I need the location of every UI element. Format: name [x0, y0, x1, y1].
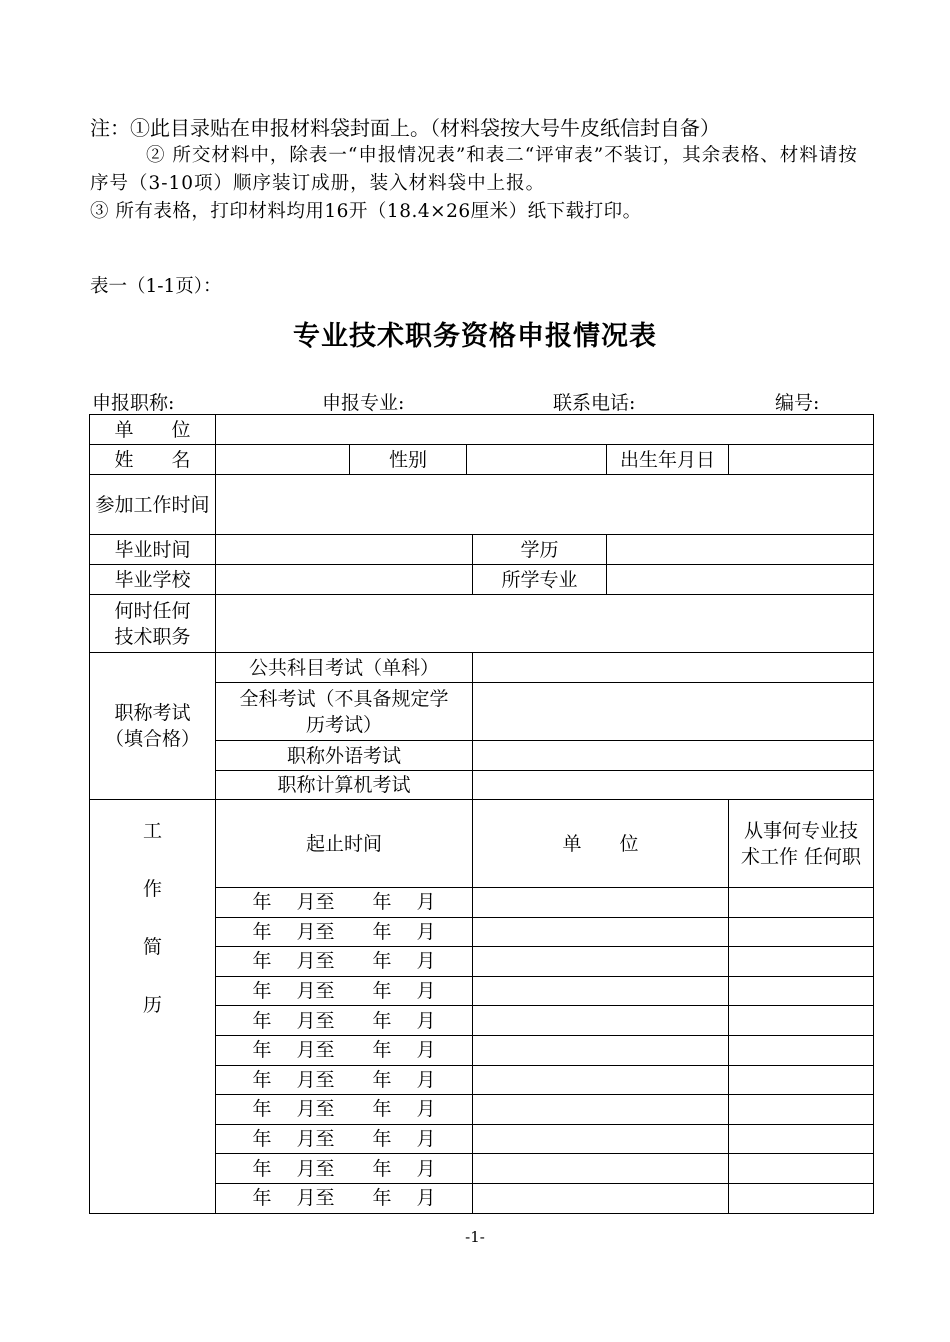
page-number: -1-: [465, 1228, 485, 1246]
resume-unit-field[interactable]: [473, 1154, 729, 1184]
row-exam-public: [90, 653, 874, 683]
resume-unit-field[interactable]: [473, 976, 729, 1006]
row-resume-header: [90, 800, 874, 888]
label-exam-line1: 职称考试: [114, 702, 191, 724]
row-work-start: [90, 475, 874, 535]
label-exam-line2: （填合格）: [104, 728, 200, 750]
label-grad-time: 毕业时间: [90, 535, 216, 565]
resume-unit-field[interactable]: [473, 1183, 729, 1213]
resume-period: 年 月至 年 月: [216, 1095, 473, 1125]
resume-duty-field[interactable]: [729, 1154, 874, 1184]
col-period: 起止时间: [216, 800, 473, 888]
resume-period: 年 月至 年 月: [216, 1124, 473, 1154]
resume-period: 年 月至 年 月: [216, 888, 473, 918]
field-major[interactable]: [607, 565, 874, 595]
row-grad-school: [90, 565, 874, 595]
field-education[interactable]: [607, 535, 874, 565]
row-position: [90, 595, 874, 653]
note-2: ② 所交材料中，除表一“申报情况表”和表二“评审表”不装订，其余表格、材料请按序号（3-10项）顺序装订成册，装入材料袋中上报。: [90, 145, 858, 194]
resume-duty-field[interactable]: [729, 1065, 874, 1095]
resume-duty-field[interactable]: [729, 1124, 874, 1154]
table-reference: 表一（1-1页）：: [90, 276, 222, 297]
field-unit[interactable]: [216, 415, 874, 445]
label-grad-school: 毕业学校: [90, 565, 216, 595]
label-unit: 单 位: [90, 415, 216, 445]
label-gender: 性别: [350, 445, 467, 475]
label-name: 姓 名: [90, 445, 216, 475]
resume-unit-field[interactable]: [473, 1095, 729, 1125]
header-phone-label: 联系电话:: [553, 392, 636, 414]
col-unit: 单 位: [473, 800, 729, 888]
label-position-line2: 技术职务: [114, 625, 191, 648]
resume-duty-field[interactable]: [729, 976, 874, 1006]
resume-period: 年 月至 年 月: [216, 1006, 473, 1036]
field-work-start[interactable]: [216, 475, 874, 535]
label-education: 学历: [473, 535, 607, 565]
label-exam: [90, 653, 216, 800]
resume-duty-field[interactable]: [729, 1006, 874, 1036]
resume-period: 年 月至 年 月: [216, 1065, 473, 1095]
field-gender[interactable]: [467, 445, 607, 475]
exam-public-field[interactable]: [473, 653, 874, 683]
resume-unit-field[interactable]: [473, 1065, 729, 1095]
resume-period: 年 月至 年 月: [216, 976, 473, 1006]
resume-unit-field[interactable]: [473, 1124, 729, 1154]
note-1: 注：①此目录贴在申报材料袋封面上。（材料袋按大号牛皮纸信封自备）: [90, 116, 720, 140]
application-form: [89, 414, 874, 1214]
resume-unit-field[interactable]: [473, 1006, 729, 1036]
resume-duty-field[interactable]: [729, 947, 874, 977]
field-position[interactable]: [216, 595, 874, 653]
resume-period: 年 月至 年 月: [216, 1183, 473, 1213]
row-grad-time: [90, 535, 874, 565]
exam-public-label: 公共科目考试（单科）: [216, 653, 473, 683]
resume-period: 年 月至 年 月: [216, 947, 473, 977]
field-grad-school[interactable]: [216, 565, 473, 595]
exam-foreign-label: 职称外语考试: [216, 741, 473, 771]
resume-char-3: 简: [142, 936, 162, 958]
resume-duty-field[interactable]: [729, 1183, 874, 1213]
exam-full-field[interactable]: [473, 683, 874, 741]
resume-unit-field[interactable]: [473, 888, 729, 918]
resume-duty-field[interactable]: [729, 888, 874, 918]
resume-unit-field[interactable]: [473, 947, 729, 977]
label-position: [90, 595, 216, 653]
resume-unit-field[interactable]: [473, 917, 729, 947]
row-name: [90, 445, 874, 475]
row-unit: [90, 415, 874, 445]
resume-char-2: 作: [142, 878, 162, 900]
label-major: 所学专业: [473, 565, 607, 595]
field-grad-time[interactable]: [216, 535, 473, 565]
label-resume: [90, 800, 216, 1214]
field-birth[interactable]: [729, 445, 874, 475]
resume-char-4: 历: [142, 994, 162, 1016]
header-title-label: 申报职称:: [92, 392, 175, 414]
field-name[interactable]: [216, 445, 350, 475]
label-position-line1: 何时任何: [114, 599, 191, 622]
header-number-label: 编号:: [775, 392, 820, 414]
page-title: 专业技术职务资格申报情况表: [293, 321, 657, 352]
exam-foreign-field[interactable]: [473, 741, 874, 771]
resume-unit-field[interactable]: [473, 1035, 729, 1065]
resume-period: 年 月至 年 月: [216, 1154, 473, 1184]
resume-period: 年 月至 年 月: [216, 1035, 473, 1065]
resume-char-1: 工: [142, 820, 162, 842]
note-3: ③ 所有表格，打印材料均用16开（18.4×26厘米）纸下载打印。: [90, 201, 642, 222]
header-major-label: 申报专业:: [322, 392, 405, 414]
exam-computer-label: 职称计算机考试: [216, 771, 473, 800]
notes: [90, 114, 870, 226]
col-duty: 从事何专业技术工作 任何职: [729, 800, 874, 888]
resume-period: 年 月至 年 月: [216, 917, 473, 947]
label-work-start: 参加工作时间: [90, 475, 216, 535]
label-birth: 出生年月日: [607, 445, 729, 475]
resume-duty-field[interactable]: [729, 1095, 874, 1125]
exam-computer-field[interactable]: [473, 771, 874, 800]
resume-duty-field[interactable]: [729, 1035, 874, 1065]
exam-full-label: 全科考试（不具备规定学历考试）: [216, 683, 473, 741]
resume-duty-field[interactable]: [729, 917, 874, 947]
